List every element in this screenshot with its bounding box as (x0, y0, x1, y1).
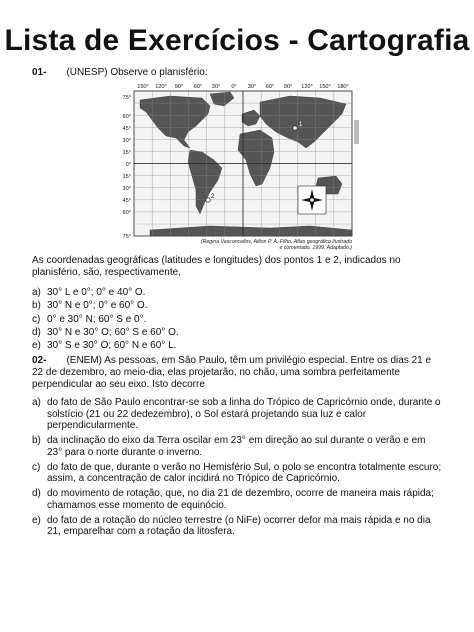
option-c (32, 462, 442, 485)
lon-label: 30° (247, 84, 257, 90)
question-2-number: 02- (32, 355, 47, 366)
option-letter: d) (32, 488, 41, 500)
question-1-header (32, 67, 208, 78)
option-e (32, 340, 442, 352)
option-text: 30° N e 30° O; 60° S e 60° O. (47, 326, 179, 338)
lat-label: 45° (122, 126, 131, 132)
lat-label: 45° (122, 198, 131, 204)
option-letter: b) (32, 300, 41, 312)
option-b (32, 300, 442, 312)
option-text: do fato de a rotação do núcleo terrestre (o NiFe) ocorrer defor ma mais rápida e no dia 21, emparelhar com a rotação da litosfera. (47, 514, 431, 538)
lat-label: 15° (122, 174, 131, 180)
lon-label: 0° (231, 84, 237, 90)
option-c (32, 314, 442, 326)
option-b (32, 435, 442, 458)
option-letter: e) (32, 340, 41, 352)
lon-label: 60° (265, 84, 275, 90)
option-letter: c) (32, 461, 41, 473)
lat-label: 0° (125, 162, 131, 168)
question-1-number: 01- (32, 67, 47, 78)
lon-label: 90° (174, 84, 184, 90)
option-letter: e) (32, 514, 41, 526)
option-text: 30° N e 0°; 0° e 60° O. (47, 300, 148, 312)
world-map-planisphere (110, 80, 362, 250)
option-e (32, 515, 442, 538)
lat-label: 60° (122, 114, 131, 120)
lon-label: 120° (301, 84, 313, 90)
map-credit-line-1: (Regina Vasconcellos, Ailton P. A. Filho. Atlas geográfico ilustrado (200, 239, 352, 245)
lon-label: 150° (319, 84, 331, 90)
option-letter: a) (32, 287, 41, 298)
option-d (32, 327, 442, 339)
option-text: 30° S e 30° O; 60° N e 60° L. (47, 340, 177, 352)
question-1-options (32, 287, 442, 353)
option-text: do fato de que, durante o verão no Hemisfério Sul, o polo se encontra totalmente escuro; assim, a concentração de calor incidirá no Trópico de Capricórnio. (47, 461, 442, 485)
question-2-statement: (ENEM) As pessoas, em São Paulo, têm um privilégio especial. Entre os dias 21 e 22 de dezembro, ao meio-dia, elas projetarão, no chão, uma sombra perfeitamente perpendicular ao seu eixo. Isto decorre (32, 355, 432, 390)
option-a (32, 397, 442, 432)
page-title: Lista de Exercícios - Cartografia (4, 24, 470, 57)
scale-bar (354, 120, 359, 144)
option-text: da inclinação do eixo da Terra oscilar em 23° em direção ao sul durante o verão e em 23° para o norte durante o inverno. (47, 435, 426, 458)
lon-label: 180° (337, 84, 349, 90)
option-letter: c) (32, 313, 41, 325)
lat-label: 60° (122, 210, 131, 216)
lon-label: 150° (137, 84, 149, 90)
option-text: do movimento de rotação, que, no dia 21 de dezembro, ocorre de maneira mais rápida; chamamos esse momento de equinócio. (47, 488, 434, 511)
lat-label: 15° (122, 150, 131, 156)
compass-rose-icon (298, 186, 326, 214)
svg-text:1: 1 (299, 122, 303, 128)
option-text: do fato de São Paulo encontrar-se sob a linha do Trópico de Capricórnio onde, durante o solstício (21 ou 22 dedezembro), o Sol estará projetando sua luz e calor perpendicularmente. (47, 397, 441, 431)
lat-label: 75° (122, 234, 131, 240)
option-letter: d) (32, 326, 41, 338)
option-letter: b) (32, 435, 41, 447)
map-credit-line-2: e comentado, 1999. Adaptado.) (279, 245, 352, 250)
lon-label: 60° (193, 84, 203, 90)
lat-label: 30° (122, 138, 131, 144)
svg-text:2: 2 (211, 194, 215, 200)
option-d (32, 488, 442, 511)
lon-label: 30° (211, 84, 221, 90)
option-text: 0° e 30° N; 60° S e 0°. (47, 313, 147, 325)
question-1-statement: (UNESP) Observe o planisfério: (66, 67, 208, 78)
option-text: 30° L e 0°; 0° e 40° O. (47, 287, 146, 298)
lat-label: 30° (122, 186, 131, 192)
option-a (32, 287, 442, 299)
question-2-options (32, 397, 442, 541)
option-letter: a) (32, 397, 41, 408)
lon-label: 120° (155, 84, 167, 90)
question-2-header (32, 355, 442, 391)
lat-label: 75° (122, 95, 131, 101)
question-1-intro: As coordenadas geográficas (latitudes e longitudes) dos pontos 1 e 2, indicados no planisfério, são, respectivamente, (32, 255, 401, 278)
lon-label: 90° (283, 84, 293, 90)
